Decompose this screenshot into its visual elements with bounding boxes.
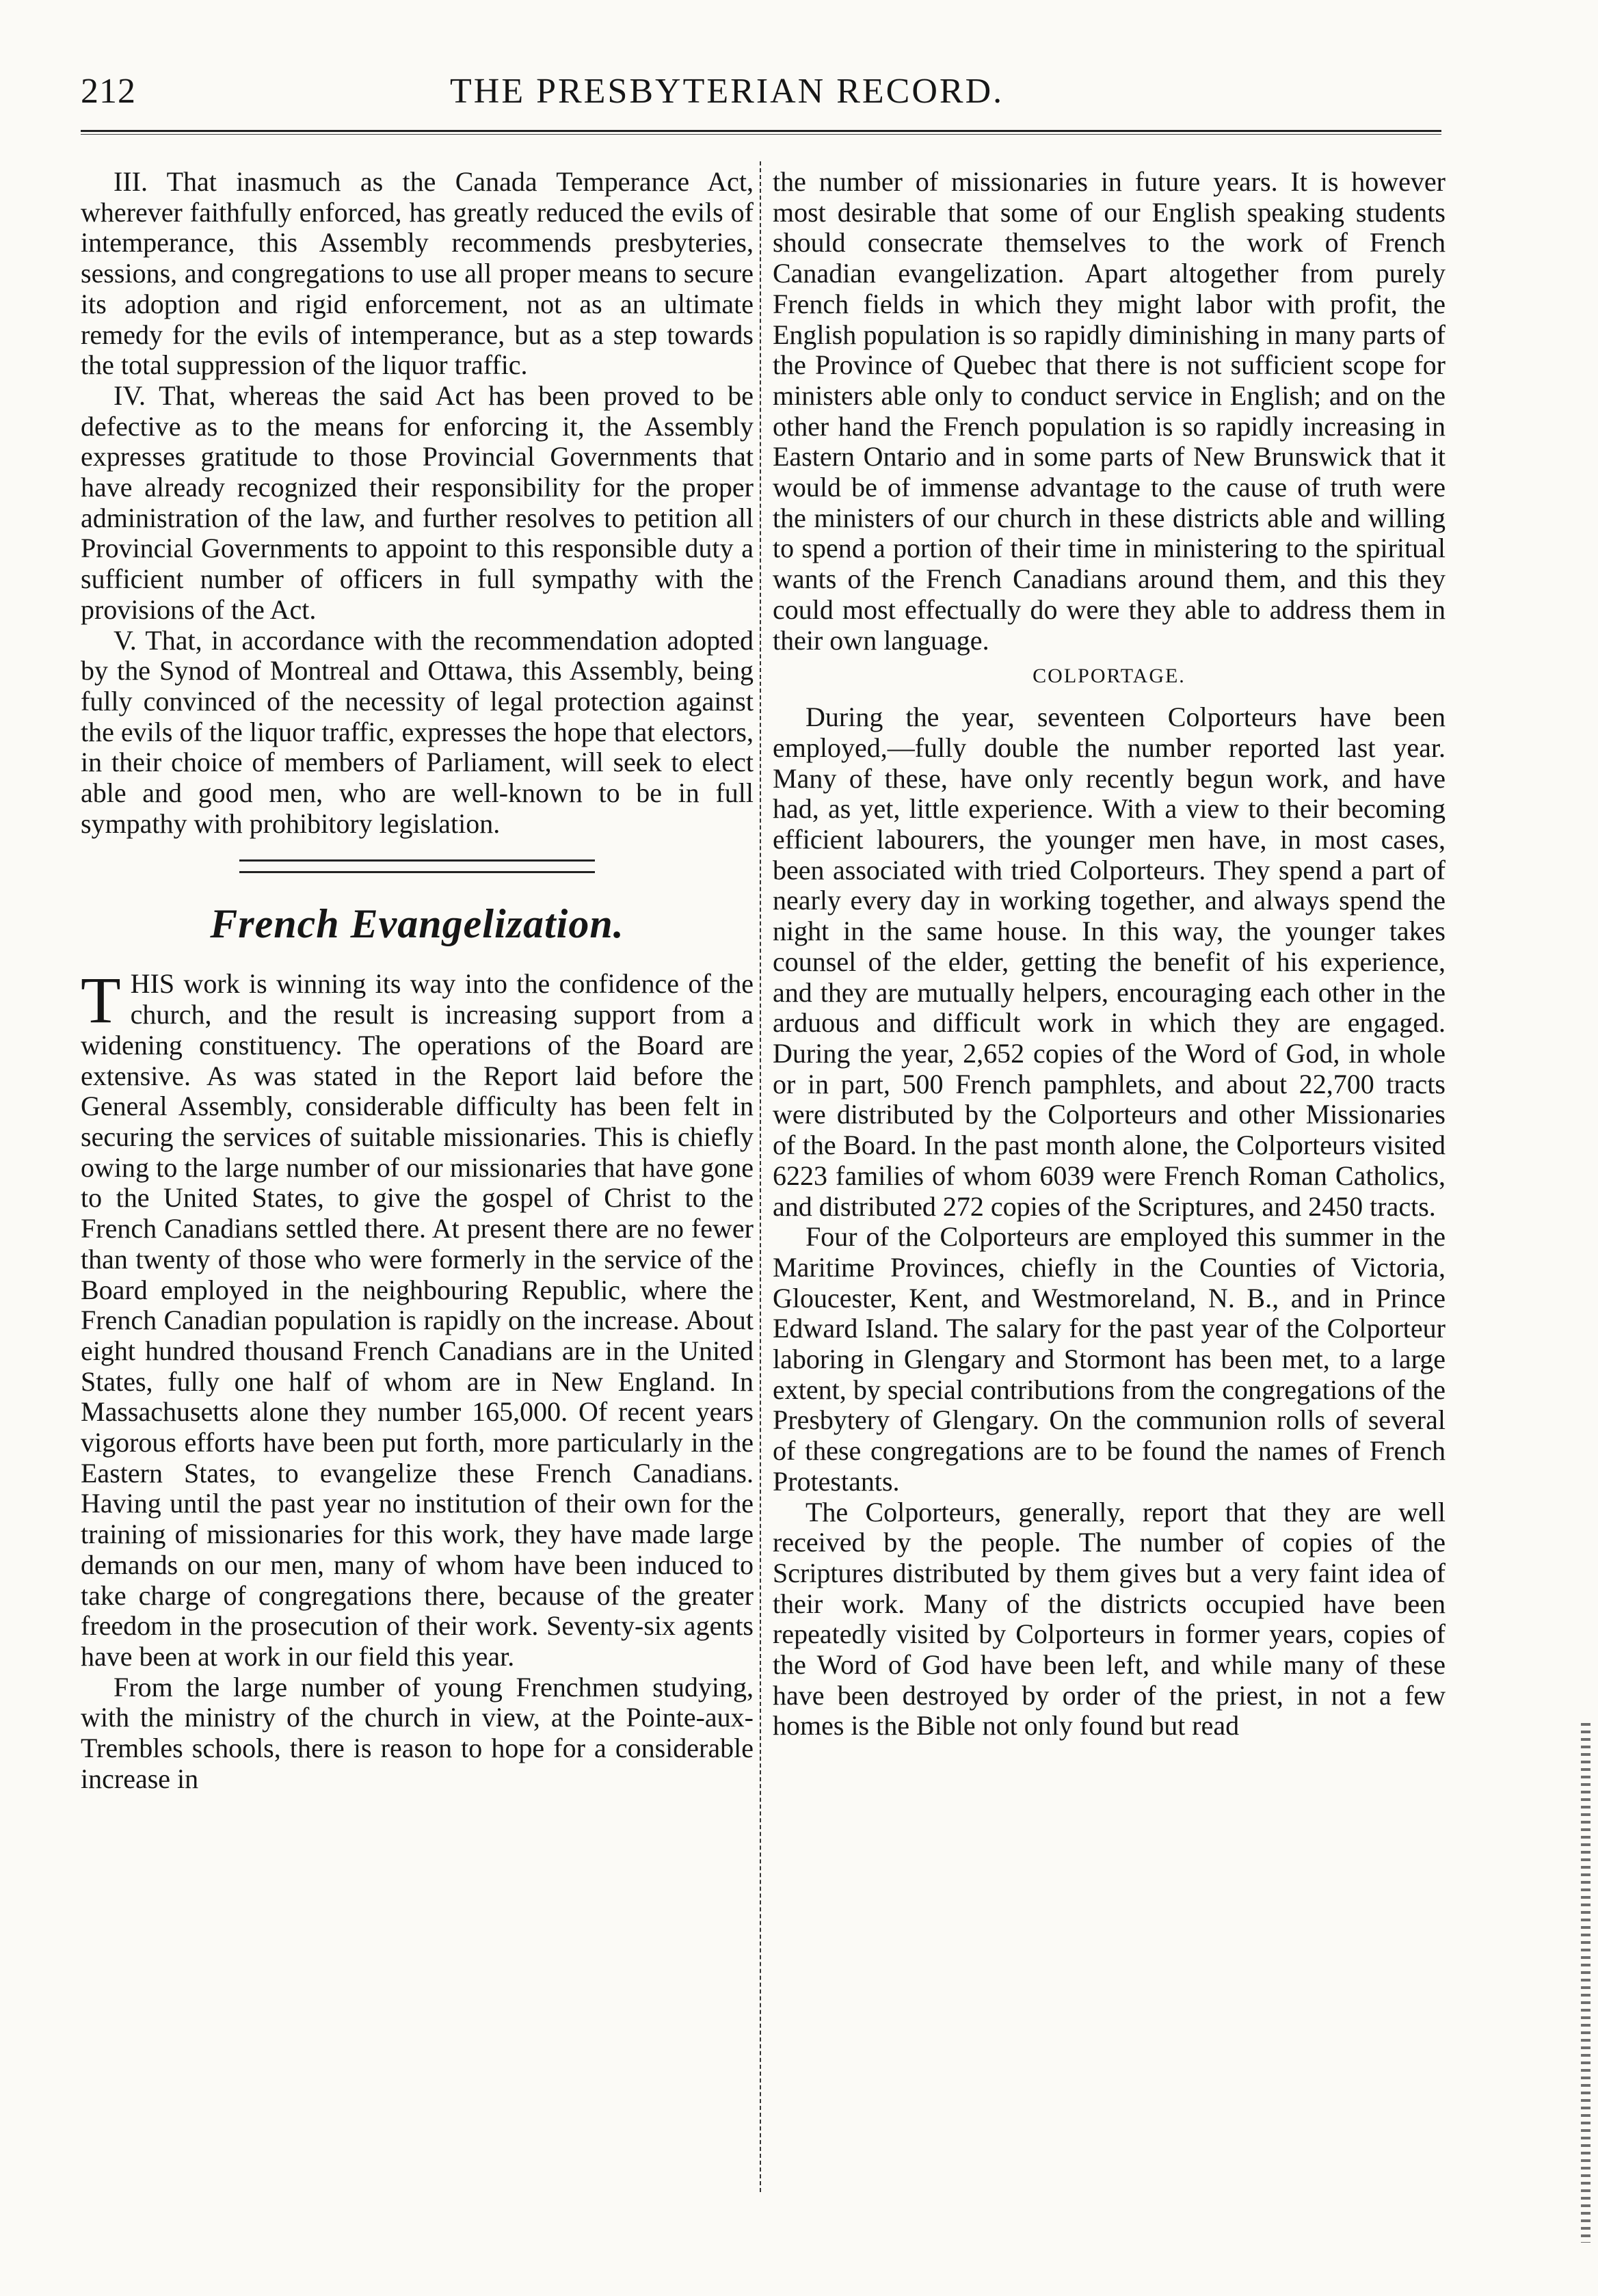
paragraph-maritime: Four of the Colporteurs are employed this summer in the Maritime Provinces, chiefly in the Counties of Victoria, Gloucester, Kent, and Westmoreland, N. B., and in Prince Edward Island. The salary for the past year of the Colporteur laboring in Glengary and Stormont has been met, to a large extent, by special contributions from the congregations of the Presbytery of Glengary. On the communion rolls of several of these congregations are to be found the names of French Protestants. <box>773 1221 1446 1497</box>
left-column <box>81 167 754 1794</box>
running-title: THE PRESBYTERIAN RECORD. <box>450 72 1004 111</box>
binding-edge-marks <box>1581 1723 1590 2243</box>
paragraph-frenchmen: From the large number of young Frenchmen studying, with the ministry of the church in view, at the Pointe-aux-Trembles schools, there is reason to hope for a considerable increase in <box>81 1671 754 1794</box>
section-heading: French Evangelization. <box>210 901 624 947</box>
drop-cap: T <box>81 963 121 1037</box>
section-separator <box>239 859 595 873</box>
intro-paragraph-text: HIS work is winning its way into the confidence of the church, and the result is increasing support from a widening constituency. The operations of the Board are extensive. As was stated in the Report laid before the General Assembly, considerable difficulty has been felt in securing the services of suitable missionaries. This is chiefly owing to the large number of our missionaries that have gone to the United States, to give the gospel of Christ to the French Canadians settled there. At present there are no fewer than twenty of those who were formerly in the service of the Board employed in the neighbouring Republic, where the French Canadian population is rapidly on the increase. About eight hundred thousand French Canadians are in the United States, fully one half of whom are in New England. In Massachusetts alone they number 165,000. Of recent years vigorous efforts have been put forth, more particularly in the Eastern States, to evangelize these French Canadians. Having until the past year no institution of their own for the training of missionaries for this work, they have made large demands on our men, many of whom have been induced to take charge of congregations there, because of the greater freedom in the prosecution of their work. Seventy-six agents have been at work in our field this year. <box>81 968 754 1672</box>
resolution-v: V. That, in accordance with the recommendation adopted by the Synod of Montreal and Ottawa, this Assembly, being fully convinced of the necessity of legal protection against the evils of the liquor traffic, expresses the hope that electors, in their choice of members of Parliament, will seek to elect able and good men, who are well-known to be in full sympathy with prohibitory legislation. <box>81 624 754 839</box>
paragraph-colporteurs-year: During the year, seventeen Colporteurs have been employed,—fully double the number reported last year. Many of these, have only recently begun work, and have had, as yet, little experience. With a view to their becoming efficient labourers, the younger men have, in most cases, been associated with tried Colporteurs. They spend a part of nearly every day in working together, and always spend the night in the same house. In this way, the younger takes counsel of the elder, getting the benefit of his experience, and they are mutually helpers, encouraging each other in the arduous and difficult work in which they are engaged. During the year, 2,652 copies of the Word of God, in whole or in part, 500 French pamphlets, and about 22,700 tracts were distributed by the Colporteurs and other Missionaries of the Board. In the past month alone, the Colporteurs visited 6223 families of whom 6039 were French Roman Catholics, and distributed 272 copies of the Scriptures, and 2450 tracts. <box>773 702 1446 1222</box>
page-number: 212 <box>81 72 136 111</box>
paragraph-continued: the number of missionaries in future years. It is however most desirable that some of our English speaking students should consecrate themselves to the work of French Canadian evangelization. Apart altogether from purely French fields in which they might labor with profit, the English population is so rapidly diminishing in many parts of the Province of Quebec that there is not sufficient scope for ministers able only to conduct service in English; and on the other hand the French population is so rapidly increasing in Eastern Ontario and in some parts of New Brunswick that it would be of immense advantage to the cause of truth were the ministers of our church in these districts able and willing to spend a portion of their time in ministering to the spiritual wants of the French Canadians around them, and this they could most effectually do were they able to address them in their own language. <box>773 166 1446 656</box>
resolution-iv: IV. That, whereas the said Act has been proved to be defective as to the means for enforcing it, the Assembly expresses gratitude to those Provincial Governments that have already recognized their responsibility for the proper administration of the law, and further resolves to petition all Provincial Governments to appoint to this responsible duty a sufficient number of officers in full sympathy with the provisions of the Act. <box>81 379 754 625</box>
header-rule <box>81 130 1441 135</box>
page-header <box>81 71 1441 119</box>
intro-paragraph <box>81 963 754 1672</box>
column-divider <box>760 161 761 2192</box>
right-column <box>773 167 1446 1741</box>
paragraph-reception: The Colporteurs, generally, report that they are well received by the people. The number of copies of the Scriptures distributed by them gives but a very faint idea of their work. Many of the districts occupied have been repeatedly visited by Colporteurs in former years, copies of the Word of God have been left, and while many of these have been destroyed by order of the priest, in not a few homes is the Bible not only found but read <box>773 1496 1446 1741</box>
resolution-iii: III. That inasmuch as the Canada Temperance Act, wherever faithfully enforced, has greatly reduced the evils of intemperance, this Assembly recommends presbyteries, sessions, and congregations to use all proper means to secure its adoption and rigid enforcement, not as an ultimate remedy for the evils of intemperance, but as a step towards the total suppression of the liquor traffic. <box>81 166 754 381</box>
colportage-subheading: COLPORTAGE. <box>1033 665 1186 688</box>
